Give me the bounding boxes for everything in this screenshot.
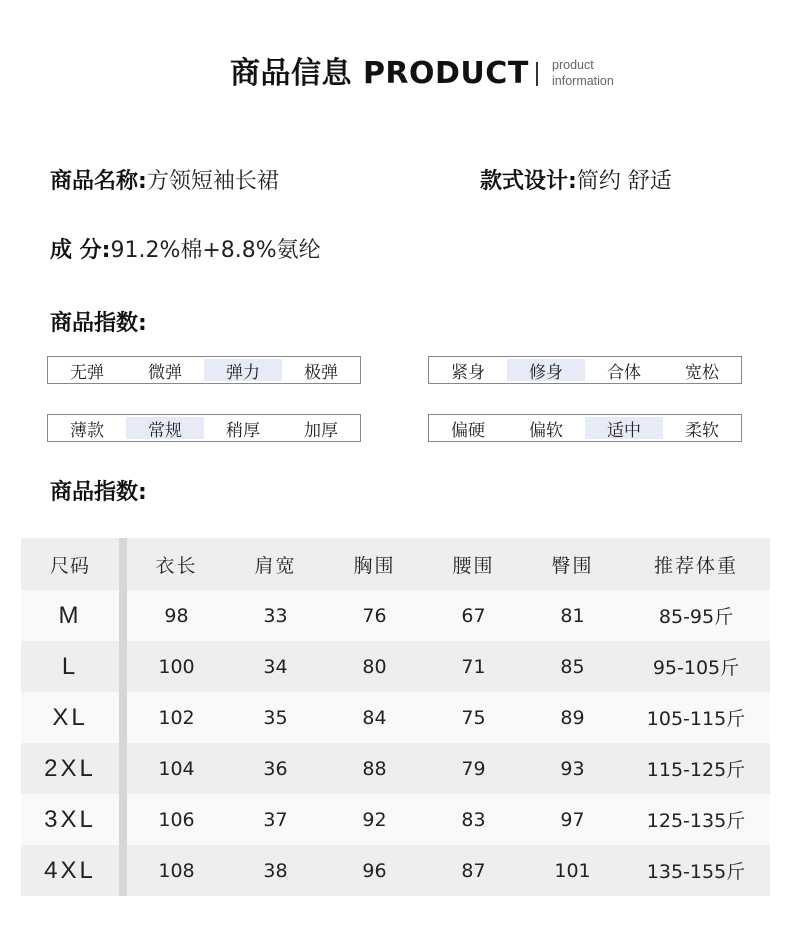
subtitle-line-1: product [552,58,594,72]
size-cell: XL [52,703,88,731]
table-row [21,692,770,743]
table-cell: 85 [560,655,585,678]
column-divider [119,641,127,692]
table-cell: 71 [461,655,486,678]
table-cell: 100 [158,655,195,678]
scale-option: 合体 [607,362,641,383]
table-header-row [21,538,770,590]
scale-option: 微弹 [148,362,182,383]
table-row [21,590,770,641]
scale-option: 宽松 [685,362,719,383]
table-cell: 96 [362,859,387,882]
thickness-scale [47,414,361,442]
table-cell: 34 [263,655,288,678]
table-cell: 83 [461,808,486,831]
scale-option: 修身 [507,359,585,381]
table-cell: 79 [461,757,486,780]
scale-option: 加厚 [304,420,338,441]
material-field [50,236,321,266]
table-cell: 76 [362,604,387,627]
scale-option: 弹力 [204,359,282,381]
softness-scale [428,414,742,442]
table-cell: 106 [158,808,195,831]
material-value: 91.2%棉+8.8%氨纶 [110,238,321,263]
size-cell: 2XL [44,754,96,782]
table-cell: 80 [362,655,387,678]
table-cell: 101 [554,859,591,882]
scale-option: 薄款 [70,420,104,441]
table-cell: 89 [560,706,585,729]
scale-option: 偏软 [529,420,563,441]
table-cell: 67 [461,604,486,627]
table-cell: 81 [560,604,585,627]
table-cell: 腰围 [452,554,495,577]
table-cell: 35 [263,706,288,729]
table-cell: 97 [560,808,585,831]
style-design-label: 款式设计: [480,169,577,194]
product-name-value: 方领短袖长裙 [146,169,279,194]
page-title: 商品信息 PRODUCT [230,56,529,91]
table-row [21,743,770,794]
title-divider [536,62,538,86]
table-cell: 75 [461,706,486,729]
table-cell: 85-95斤 [658,606,734,628]
table-cell: 95-105斤 [652,657,740,679]
subtitle-line-2: information [552,74,614,88]
table-cell: 108 [158,859,195,882]
table-row [21,641,770,692]
column-divider [119,538,127,590]
scale-option: 柔软 [685,420,719,441]
table-cell: 推荐体重 [653,554,738,577]
scale-option: 稍厚 [226,420,260,441]
table-row [21,794,770,845]
column-divider [119,845,127,896]
elasticity-scale [47,356,361,384]
table-cell: 84 [362,706,387,729]
table-cell: 37 [263,808,288,831]
table-cell: 104 [158,757,195,780]
size-cell: 尺码 [49,554,90,577]
table-cell: 87 [461,859,486,882]
column-divider [119,794,127,845]
index-section-title: 商品指数: [50,311,147,336]
scale-option: 适中 [585,417,663,439]
fit-scale [428,356,742,384]
table-cell: 肩宽 [254,554,297,577]
table-cell: 38 [263,859,288,882]
column-divider [119,743,127,794]
product-name-field [50,167,279,197]
scale-option: 常规 [126,417,204,439]
size-cell: 3XL [44,805,96,833]
size-cell: L [61,652,79,680]
table-cell: 135-155斤 [646,861,746,883]
table-cell: 衣长 [155,554,198,577]
material-label: 成 分: [50,238,111,263]
style-design-value: 简约 舒适 [576,169,672,194]
column-divider [119,590,127,641]
size-cell: M [58,601,82,629]
table-row [21,845,770,896]
table-cell: 105-115斤 [646,708,746,730]
scale-option: 无弹 [70,362,104,383]
table-cell: 98 [164,604,189,627]
table-cell: 臀围 [551,554,594,577]
table-cell: 88 [362,757,387,780]
table-cell: 胸围 [353,554,396,577]
table-cell: 125-135斤 [646,810,746,832]
scale-option: 紧身 [451,362,485,383]
table-cell: 93 [560,757,585,780]
table-cell: 102 [158,706,195,729]
table-cell: 115-125斤 [646,759,746,781]
title-subtitle [552,57,614,89]
scale-option: 偏硬 [451,420,485,441]
table-cell: 92 [362,808,387,831]
size-table [21,538,770,896]
style-design-field [480,167,672,197]
column-divider [119,692,127,743]
product-header [0,54,790,94]
scale-option: 极弹 [304,362,338,383]
table-cell: 33 [263,604,288,627]
table-cell: 36 [263,757,288,780]
size-table-title: 商品指数: [50,480,147,505]
product-name-label: 商品名称: [50,169,147,194]
size-cell: 4XL [44,856,96,884]
